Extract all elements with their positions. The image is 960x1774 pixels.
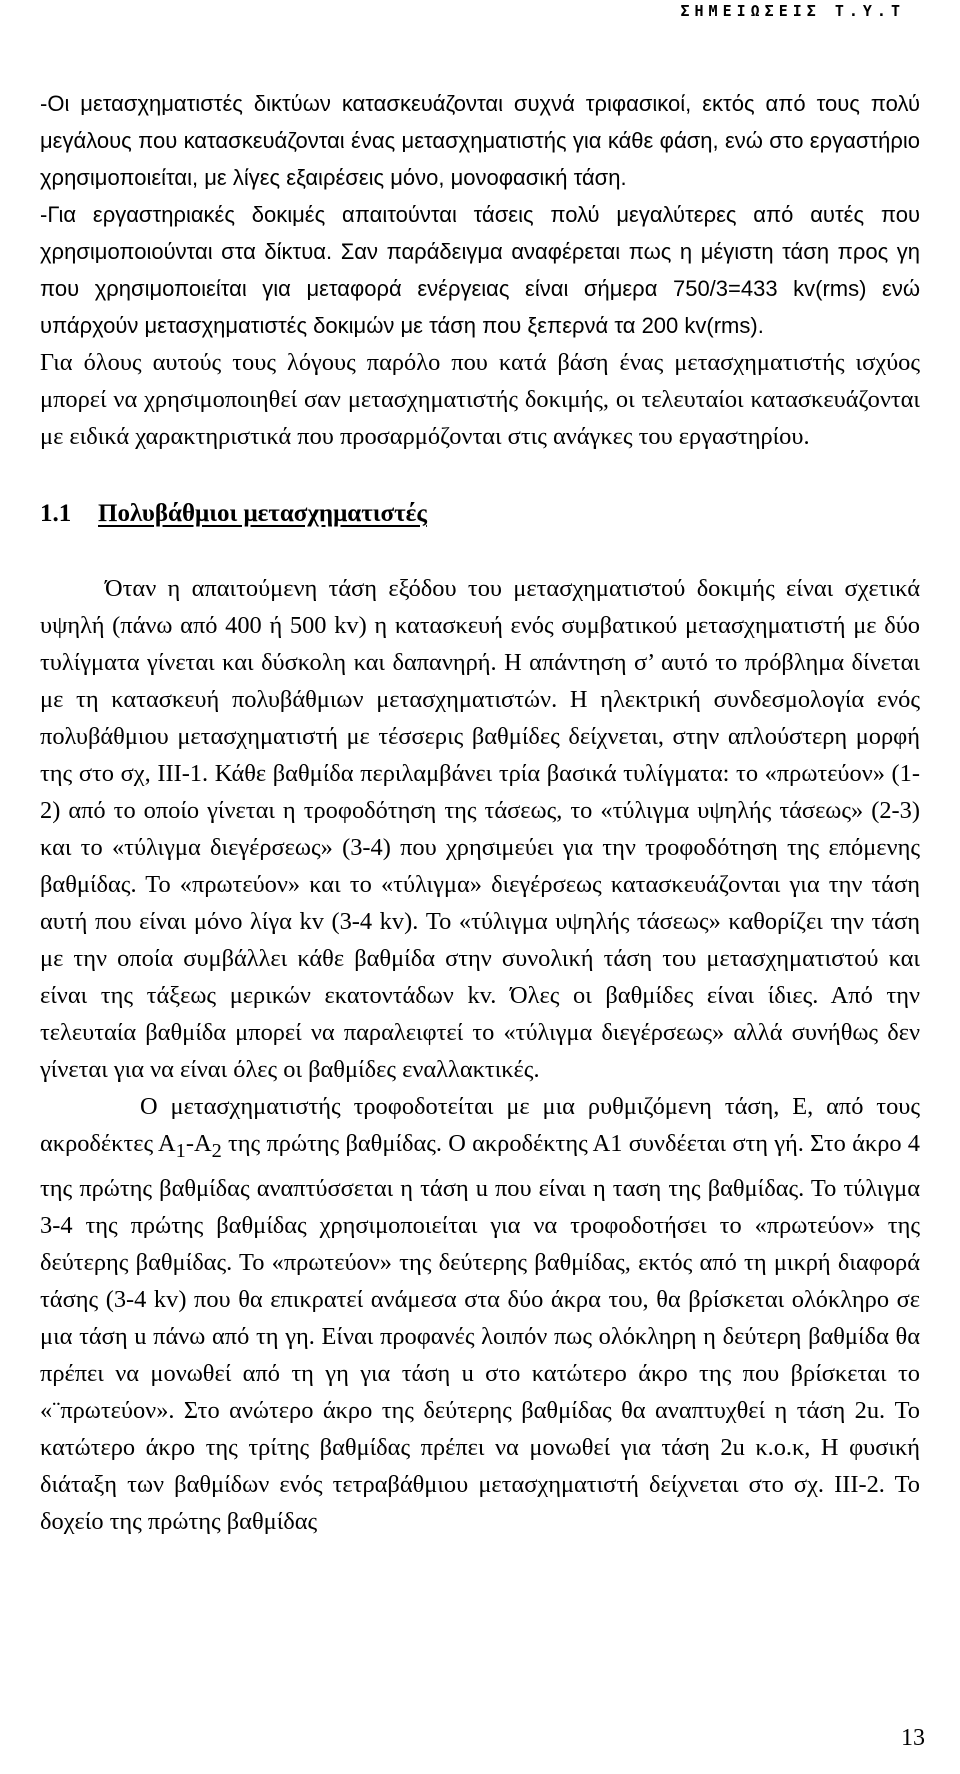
body-paragraph-2-text-b: -Α	[185, 1130, 212, 1157]
intro-paragraph-2	[40, 196, 920, 344]
intro-paragraph-2-lead: -Για εργαστηριακές δοκιμές απαιτούνται τάσεις πολύ μεγαλύτερες από αυτές που χρησιμοποιούνται στα δίκτυα.	[40, 202, 920, 264]
intro-paragraph-1: -Οι μετασχηματιστές δικτύων κατασκευάζονται συχνά τριφασικοί, εκτός από τους πολύ μεγάλους που κατασκευάζονται ένας μετασχηματιστής για κάθε φάση, ενώ στο εργαστήριο χρησιμοποιείται, με λίγες εξαιρέσεις μόνο, μονοφασική τάση.	[40, 91, 920, 190]
section-number: 1.1	[40, 500, 72, 527]
body-paragraph-2	[40, 1088, 920, 1540]
intro-paragraph-2-example: Σαν παράδειγμα αναφέρεται πως η μέγιστη τάση προς γη που χρησιμοποιείται για μεταφορά ενέργειας είναι σήμερα 750/3=433 kv(rms) ενώ υπάρχούν μετασχηματιστές δοκιμών με τάση που ξεπερνά τα 200 kv(rms).	[40, 239, 920, 338]
body-paragraph-2-text-a: Ο μετασχηματιστής τροφοδοτείται με μια ρυθμιζόμενη τάση, Ε, από τους ακροδέκτες Α	[40, 1093, 920, 1157]
section-title: Πολυβάθμιοι μετασχηματιστές	[98, 500, 427, 527]
subscript-2: 2	[211, 1139, 222, 1162]
section-heading	[40, 495, 920, 532]
intro-paragraph-3: Για όλους αυτούς τους λόγους παρόλο που κατά βάση ένας μετασχηματιστής ισχύος μπορεί να χρησιμοποιηθεί σαν μετασχηματιστής δοκιμής, οι τελευταίοι κατασκευάζονται με ειδικά χαρακτηριστικά που προσαρμόζονται στις ανάγκες του εργαστηρίου.	[40, 349, 920, 450]
subscript-1: 1	[175, 1139, 186, 1162]
page-content	[40, 85, 920, 1540]
body-paragraph-1: Όταν η απαιτούμενη τάση εξόδου του μετασχηματιστού δοκιμής είναι σχετικά υψηλή (πάνω από 400 ή 500 kv) η κατασκευή ενός συμβατικού μετασχηματιστή με δύο τυλίγματα γίνεται και δύσκολη και δαπανηρή. Η απάντηση σ’ αυτό το πρόβλημα δίνεται με τη κατασκευή πολυβάθμιων μετασχηματιστών. Η ηλεκτρική συνδεσμολογία ενός πολυβάθμιου μετασχηματιστή με τέσσερις βαθμίδες δείχνεται, στην απλούστερη μορφή της στο σχ, ΙΙΙ-1. Κάθε βαθμίδα περιλαμβάνει τρία βασικά τυλίγματα: το «πρωτεύον» (1-2) από το οποίο γίνεται η τροφοδότηση της τάσεως, το «τύλιγμα υψηλής τάσεως» (2-3) και το «τύλιγμα διεγέρσεως» (3-4) που χρησιμεύει για την τροφοδότηση της επόμενης βαθμίδας. Το «πρωτεύον» και το «τύλιγμα» διεγέρσεως κατασκευάζονται για την τάση αυτή που είναι μόνο λίγα kv (3-4 kv). Το «τύλιγμα υψηλής τάσεως» καθορίζει την τάση με την οποία συμβάλλει κάθε βαθμίδα στην συνολική τάση του μετασχηματιστού και είναι της τάξεως μερικών εκατοντάδων kv. Όλες οι βαθμίδες είναι ίδιες. Από την τελευταία βαθμίδα μπορεί να παραλειφτεί το «τύλιγμα διεγέρσεως» αλλά συνήθως δεν γίνεται για να είναι όλες οι βαθμίδες εναλλακτικές.	[40, 575, 920, 1083]
body-paragraph-2-text-c: της πρώτης βαθμίδας. Ο ακροδέκτης Α1 συνδέεται στη γή. Στο άκρο 4 της πρώτης βαθμίδας αναπτύσσεται η τάση u που είναι η ταση της βαθμίδας. Το τύλιγμα 3-4 της πρώτης βαθμίδας χρησιμοποιείται για να τροφοδοτήσει το «πρωτεύον» της δεύτερης βαθμίδας. Το «πρωτεύον» της δεύτερης βαθμίδας, εκτός από τη μικρή διαφορά τάσης (3-4 kv) που θα επικρατεί ανάμεσα στα δύο άκρα του, θα βρίσκεται ολόκληρο σε μια τάση u πάνω από τη γη. Είναι προφανές λοιπόν πως ολόκληρη η δεύτερη βαθμίδα θα πρέπει να μονωθεί από τη γη για τάση u στο κατώτερο άκρο της που βρίσκεται το «¨πρωτεύον». Στο ανώτερο άκρο της δεύτερης βαθμίδας θα αναπτυχθεί η τάση 2u. Το κατώτερο άκρο της τρίτης βαθμίδας πρέπει να μονωθεί για τάση 2u κ.ο.κ, Η φυσική διάταξη των βαθμίδων ενός τετραβάθμιου μετασχηματιστή δείχνεται στο σχ. ΙΙΙ-2. Το δοχείο της πρώτης βαθμίδας	[40, 1130, 920, 1535]
running-header: ΣΗΜΕΙΩΣΕΙΣ Τ.Υ.Τ	[680, 2, 905, 20]
page-number: 13	[901, 1725, 925, 1751]
